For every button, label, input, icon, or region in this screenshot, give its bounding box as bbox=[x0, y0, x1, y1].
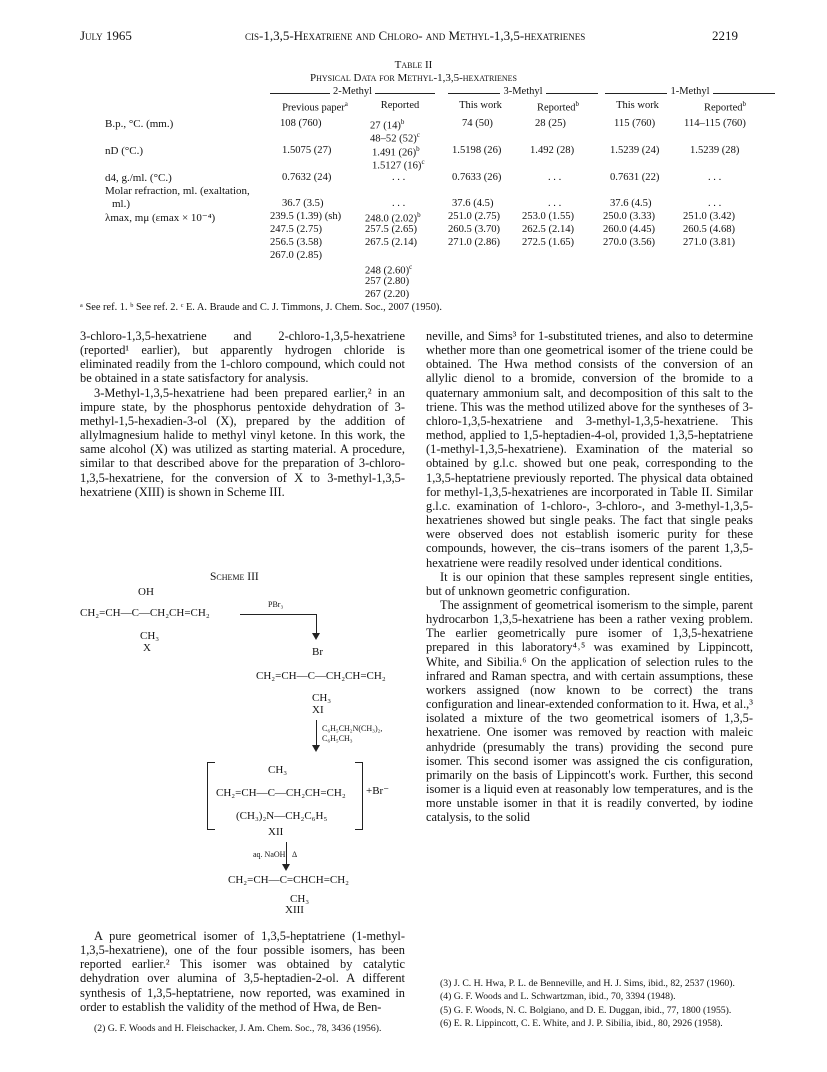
table-cell: 260.5 (3.70) bbox=[448, 224, 501, 235]
table-caption: Table II bbox=[394, 59, 433, 71]
compound-xiii-label: XIII bbox=[285, 904, 304, 916]
table-cell: 251.0 (2.75) bbox=[448, 211, 501, 222]
right-column bbox=[426, 329, 753, 824]
running-header-title: cis-1,3,5-Hexatriene and Chloro- and Methyl-1,3,5-hexatrienes bbox=[245, 28, 586, 43]
reaction-arrow bbox=[316, 720, 317, 746]
compound-x-label: X bbox=[143, 642, 151, 654]
ammonium-substituent: (CH₃)₂N—CH₂C₆H₅ bbox=[236, 810, 328, 822]
bracket-left bbox=[207, 762, 215, 830]
col-head: Reported bbox=[380, 100, 420, 111]
table-cell: . . . bbox=[708, 172, 722, 183]
table-cell: . . . bbox=[548, 198, 562, 209]
paragraph: The assignment of geometrical isomerism to the simple, parent hydrocarbon 1,3,5-hexatriene has been a rather vexing problem. The earlier geometrically pure isomer of 1,3,5-hexatriene prepared in this laboratory⁴˒⁵ was examined by Lippincott, White, and Sibilia.⁶ On the application of selection rules to the infrared and Raman spectra, and with certain assumptions, these workers assigned (now known to be correct) the trans configuration and linear-extended conformation to it. Hwa, et al.,³ isolated a mixture of the two geometrical isomers of 1,3,5-hexatriene. One isomer was removed by reaction with maleic anhydride (presumably the trans) providing the second pure isomer. This second isomer was assigned the cis configuration, primarily on the basis of Lippincott's work. Further, this second isomer is a liquid even at reasonably low temperatures, and is the more unstable isomer in that it is readily converted, by iodine catalysis, to the solid bbox=[426, 597, 753, 825]
reference: (3) J. C. H. Hwa, P. L. de Benneville, and H. J. Sims, ibid., 82, 2537 (1960). bbox=[440, 978, 735, 989]
table-cell: 1.5127 $(16)^c$ bbox=[372, 158, 425, 172]
table-cell: 74 (50) bbox=[462, 118, 493, 129]
table-cell: 1.491 $(26)^b$ bbox=[372, 145, 420, 159]
table-footnote: ᵃ See ref. 1. ᵇ See ref. 2. ᶜ E. A. Braude and C. J. Timmons, J. Chem. Soc., 2007 (1950). bbox=[80, 302, 442, 313]
compound-xi-label: XI bbox=[312, 704, 324, 716]
table-cell: 247.5 (2.75) bbox=[270, 224, 323, 235]
col-head: Previous paper$^a$ bbox=[282, 100, 348, 114]
running-header-date: July 1965 bbox=[80, 28, 132, 43]
table-cell: 48–52 $(52)^c$ bbox=[370, 131, 420, 145]
row-label-bp: B.p., °C. (mm.) bbox=[105, 118, 174, 130]
table-cell: 250.0 (3.33) bbox=[603, 211, 656, 222]
col-head: This work bbox=[459, 100, 502, 111]
row-label-lambda: λmax, mμ (εmax × 10⁻⁴) bbox=[105, 212, 216, 224]
right-footnotes bbox=[426, 979, 753, 1033]
group-3-methyl: 3-Methyl bbox=[448, 86, 598, 97]
table-cell: 262.5 (2.14) bbox=[522, 224, 575, 235]
table-cell: 36.7 (3.5) bbox=[282, 198, 324, 209]
paragraph: A pure geometrical isomer of 1,3,5-heptatriene (1-methyl-1,3,5-hexatriene), one of the four possible isomers, has been reported earlier.² This isomer was obtained by catalytic dehydration over alumina of 3,5-heptadien-2-ol. A different synthesis of 1,3,5-heptatriene, now reported, was examined in order to establish the validity of the method of Hwa, de Ben- bbox=[80, 929, 405, 1014]
col-head: Reported$^b$ bbox=[704, 100, 746, 114]
table-cell: . . . bbox=[708, 198, 722, 209]
bromide-counterion: +Br⁻ bbox=[366, 785, 390, 797]
table-cell: 260.5 (4.68) bbox=[683, 224, 736, 235]
col-head: This work bbox=[616, 100, 659, 111]
table-cell: 37.6 (4.5) bbox=[610, 198, 652, 209]
table-cell: 272.5 (1.65) bbox=[522, 237, 575, 248]
ch3-label: CH₃ bbox=[312, 692, 332, 704]
table-cell: . . . bbox=[548, 172, 562, 183]
group-1-methyl: 1-Methyl bbox=[605, 86, 775, 97]
table-cell: 260.0 (4.45) bbox=[603, 224, 656, 235]
table-cell: 253.0 (1.55) bbox=[522, 211, 575, 222]
reagent-amine: C₆H₅CH₂N(CH₃)₂, bbox=[322, 724, 383, 733]
bracket-right bbox=[355, 762, 363, 830]
left-column-top bbox=[80, 329, 405, 499]
row-label-mr: Molar refraction, ml. (exaltation, bbox=[105, 185, 250, 197]
table-cell: 257.5 (2.65) bbox=[365, 224, 418, 235]
table-cell: 267 (2.20) bbox=[365, 289, 410, 300]
table-cell: 0.7632 (24) bbox=[282, 172, 332, 183]
oh-label: OH bbox=[138, 586, 154, 598]
table-cell: 115 (760) bbox=[614, 118, 656, 129]
table-cell: 256.5 (3.58) bbox=[270, 237, 323, 248]
table-cell: 0.7631 (22) bbox=[610, 172, 660, 183]
reference: (5) G. F. Woods, N. C. Bolgiano, and D. E. Duggan, ibid., 77, 1800 (1955). bbox=[440, 1004, 732, 1016]
table-cell: 114–115 (760) bbox=[684, 118, 746, 129]
arrow-head bbox=[282, 864, 290, 871]
table-cell: 108 (760) bbox=[280, 118, 322, 129]
table-cell: 1.5198 (26) bbox=[452, 145, 502, 156]
row-label-nd: nD (°C.) bbox=[105, 145, 144, 157]
compound-xii-formula: CH₂=CH—C—CH₂CH=CH₂ bbox=[216, 787, 346, 799]
table-cell: 267.5 (2.14) bbox=[365, 237, 418, 248]
table-cell: 1.5239 (28) bbox=[690, 145, 740, 156]
table-cell: 239.5 (1.39) (sh) bbox=[270, 211, 342, 222]
table-cell: 251.0 (3.42) bbox=[683, 211, 736, 222]
reference: (6) E. R. Lippincott, C. E. White, and J. P. Sibilia, ibid., 80, 2926 (1958). bbox=[440, 1018, 723, 1030]
arrow-head bbox=[312, 745, 320, 752]
table-cell: 1.5239 (24) bbox=[610, 145, 660, 156]
col-head: Reported$^b$ bbox=[537, 100, 579, 114]
br-label: Br bbox=[312, 646, 323, 658]
group-2-methyl: 2-Methyl bbox=[270, 86, 435, 97]
compound-xi-formula: CH₂=CH—C—CH₂CH=CH₂ bbox=[256, 670, 386, 682]
reagent-heat: Δ bbox=[292, 850, 298, 859]
reference: (2) G. F. Woods and H. Fleischacker, J. Am. Chem. Soc., 78, 3436 (1956). bbox=[94, 1023, 382, 1034]
compound-xiii-formula: CH₂=CH—C=CHCH=CH₂ bbox=[228, 874, 350, 886]
table-cell: 27 $(14)^b$ bbox=[370, 118, 405, 132]
reaction-arrow bbox=[316, 614, 317, 634]
ch3-label: CH₃ bbox=[268, 764, 288, 776]
table-cell: 248.0 $(2.02)^b$ bbox=[365, 211, 421, 225]
paragraph: 3-chloro-1,3,5-hexatriene and 2-chloro-1,3,5-hexatriene (reported¹ earlier), but apparently hydrogen chloride is eliminated readily from the 1-chloro compound, which could not be obtained in a state satisfactory for analysis. bbox=[80, 329, 405, 386]
arrow-head bbox=[312, 633, 320, 640]
table-cell: 257 (2.80) bbox=[365, 276, 410, 287]
table-cell: 248 $(2.60)^c$ bbox=[365, 263, 413, 277]
table-cell: 270.0 (3.56) bbox=[603, 237, 656, 248]
reagent-naoh: aq. NaOH bbox=[253, 850, 286, 859]
compound-x-formula: CH₂=CH—C—CH₂CH=CH₂ bbox=[80, 607, 210, 619]
compound-xii-label: XII bbox=[268, 826, 284, 838]
table-cell: 28 (25) bbox=[535, 118, 566, 129]
table-title: Physical Data for Methyl-1,3,5-hexatrienes bbox=[310, 72, 517, 84]
left-column-bottom bbox=[80, 929, 405, 1014]
table-cell: 271.0 (3.81) bbox=[683, 237, 736, 248]
row-label-mr-cont: ml.) bbox=[112, 198, 131, 210]
table-cell: . . . bbox=[392, 172, 406, 183]
table-cell: 0.7633 (26) bbox=[452, 172, 502, 183]
table-cell: 271.0 (2.86) bbox=[448, 237, 501, 248]
paragraph: It is our opinion that these samples represent single entities, but of unknown geometric configuration. bbox=[426, 569, 753, 598]
reagent-toluene: C₆H₅CH₃ bbox=[322, 734, 353, 743]
ch3-label: CH₃ bbox=[290, 893, 310, 905]
table-cell: 1.492 (28) bbox=[530, 145, 575, 156]
table-cell: 267.0 (2.85) bbox=[270, 250, 323, 261]
reagent-pbr3: PBr₃ bbox=[268, 600, 284, 609]
left-footnote-ref-2 bbox=[80, 1024, 405, 1037]
paragraph: neville, and Sims³ for 1-substituted trienes, and also to determine whether more than one geometrical isomer of the triene could be obtained. The Hwa method consists of the conversion of an allylic dienol to a bromide, conversion of the bromide to a quaternary ammonium salt, and decomposition of this salt to the triene. This was the method utilized above for the syntheses of 3-chloro-1,3,5-hexatriene and 3-methyl-1,3,5-hexatriene. This method, applied to 1,5-heptadien-4-ol, provided 1,3,5-heptatriene (1-methyl-1,3,5-hexatriene). Examination of the material so obtained by g.l.c. showed but one peak, corresponding to the 1,3,5-heptatriene previously reported. The physical data obtained for methyl-1,3,5-hexatrienes are incorporated in Table II. Similar g.l.c. examination of 1-chloro-, 3-chloro-, and 3-methyl-1,3,5-hexatrienes showed but single peaks. The fact that single peaks were observed does not establish isomeric purity for these compounds, however, the cis–trans isomers of the parent 1,3,5-hexatriene were readily resolved under identical conditions. bbox=[426, 329, 753, 570]
reaction-arrow bbox=[286, 842, 287, 866]
ch3-label: CH₃ bbox=[140, 630, 160, 642]
paragraph: 3-Methyl-1,3,5-hexatriene had been prepared earlier,² in an impure state, by the phosphorus pentoxide dehydration of 3-methyl-1,5-hexadien-3-ol (X), prepared by the addition of allylmagnesium halide to methyl vinyl ketone. In this work, the same alcohol (X) was utilized as starting material. A procedure, similar to that described above for the preparation of 3-chloro-1,3,5-hexatriene, for the conversion of X to 3-methyl-1,3,5-hexatriene (XIII) is shown in Scheme III. bbox=[80, 385, 405, 499]
page-number: 2219 bbox=[712, 28, 738, 43]
reaction-line bbox=[240, 614, 316, 615]
row-label-d4: d4, g./ml. (°C.) bbox=[105, 172, 172, 184]
reference: (4) G. F. Woods and L. Schwartzman, ibid., 70, 3394 (1948). bbox=[440, 991, 676, 1003]
scheme-title: Scheme III bbox=[210, 571, 259, 583]
table-cell: 37.6 (4.5) bbox=[452, 198, 494, 209]
table-cell: . . . bbox=[392, 198, 406, 209]
table-cell: 1.5075 (27) bbox=[282, 145, 332, 156]
